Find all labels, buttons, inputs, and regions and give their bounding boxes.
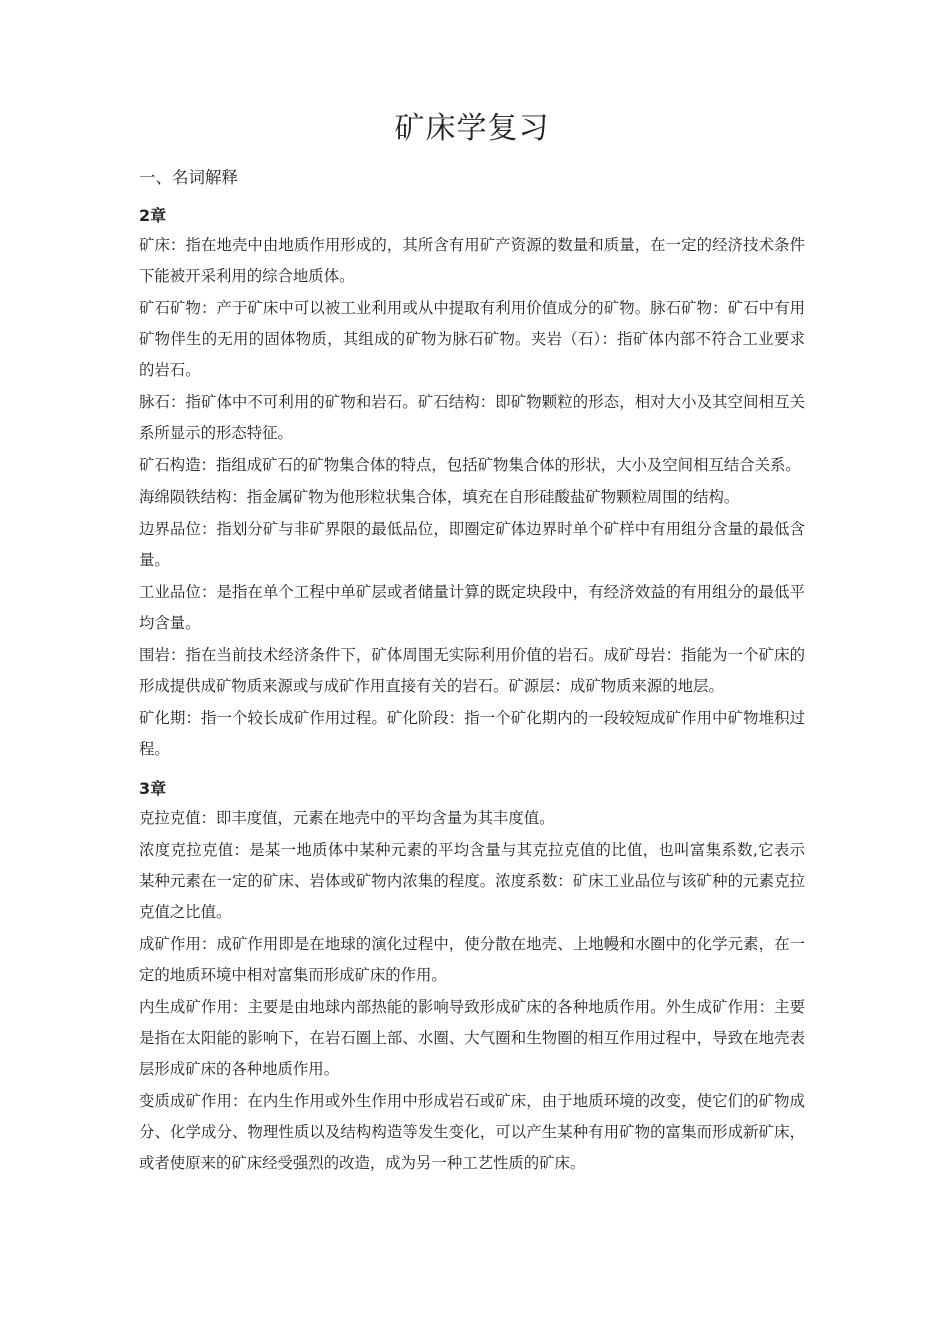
document-page [139,108,805,1180]
definition-paragraph: 工业品位：是指在单个工程中单矿层或者储量计算的既定块段中，有经济效益的有用组分的最低平均含量。 [139,583,805,632]
definition-paragraph: 矿石矿物：产于矿床中可以被工业利用或从中提取有利用价值成分的矿物。脉石矿物：矿石中有用矿物伴生的无用的固体物质，其组成的矿物为脉石矿物。夹岩（石）：指矿体内部不符合工业要求的岩石。 [139,299,805,379]
definition-paragraph: 边界品位：指划分矿与非矿界限的最低品位，即圈定矿体边界时单个矿样中有用组分含量的最低含量。 [139,520,805,569]
definition-paragraph: 变质成矿作用：在内生作用或外生作用中形成岩石或矿床，由于地质环境的改变，使它们的矿物成分、化学成分、物理性质以及结构构造等发生变化，可以产生某种有用矿物的富集而形成新矿床，或者使原来的矿床经受强烈的改造，成为另一种工艺性质的矿床。 [139,1092,805,1172]
definition-paragraph: 矿化期：指一个较长成矿作用过程。矿化阶段：指一个矿化期内的一段较短成矿作用中矿物堆积过程。 [139,709,805,758]
page-title: 矿床学复习 [394,111,550,146]
chapter-heading-3: 3章 [139,779,167,798]
chapter-heading-2: 2章 [139,206,167,225]
definition-paragraph: 克拉克值：即丰度值，元素在地壳中的平均含量为其丰度值。 [139,809,555,827]
definition-paragraph: 脉石：指矿体中不可利用的矿物和岩石。矿石结构：即矿物颗粒的形态，相对大小及其空间相互关系所显示的形态特征。 [139,393,805,442]
section-heading: 一、名词解释 [139,168,238,187]
definition-paragraph: 围岩：指在当前技术经济条件下，矿体周围无实际利用价值的岩石。成矿母岩：指能为一个矿床的形成提供成矿物质来源或与成矿作用直接有关的岩石。矿源层：成矿物质来源的地层。 [139,646,805,695]
definition-paragraph: 浓度克拉克值：是某一地质体中某种元素的平均含量与其克拉克值的比值，也叫富集系数,它表示某种元素在一定的矿床、岩体或矿物内浓集的程度。浓度系数：矿床工业品位与该矿种的元素克拉克值之比值。 [139,841,805,921]
definition-paragraph: 内生成矿作用：主要是由地球内部热能的影响导致形成矿床的各种地质作用。外生成矿作用：主要是指在太阳能的影响下，在岩石圈上部、水圈、大气圈和生物圈的相互作用过程中，导致在地壳表层形成矿床的各种地质作用。 [139,998,805,1078]
definition-paragraph: 海绵陨铁结构：指金属矿物为他形粒状集合体，填充在自形硅酸盐矿物颗粒周围的结构。 [139,488,740,506]
definition-paragraph: 成矿作用：成矿作用即是在地球的演化过程中，使分散在地壳、上地幔和水圈中的化学元素，在一定的地质环境中相对富集而形成矿床的作用。 [139,935,805,984]
definition-paragraph: 矿石构造：指组成矿石的矿物集合体的特点，包括矿物集合体的形状，大小及空间相互结合关系。 [139,456,801,474]
definition-paragraph: 矿床：指在地壳中由地质作用形成的，其所含有用矿产资源的数量和质量，在一定的经济技术条件下能被开采利用的综合地质体。 [139,236,805,285]
